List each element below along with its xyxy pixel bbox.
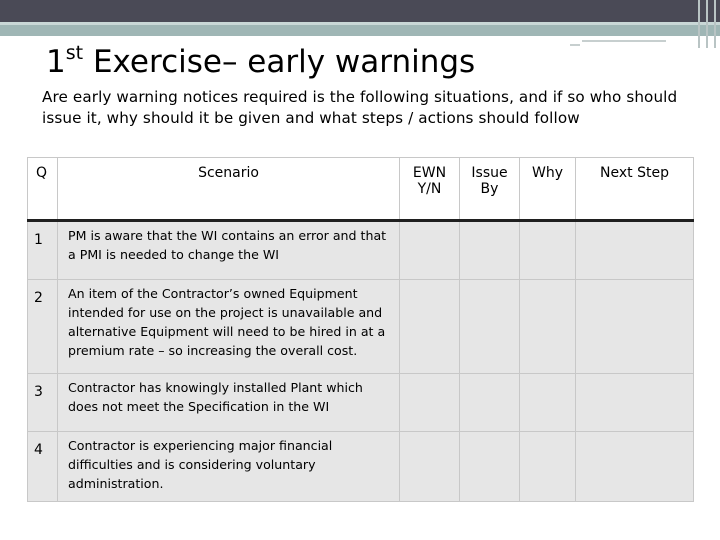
row-scenario: An item of the Contractor’s owned Equipment intended for use on the project is unavailable and alternative Equipment will need to be hired in at a premium rate – so increasing the overall cost. — [58, 280, 400, 374]
decorative-rule — [570, 44, 580, 46]
header-ewn-line2: Y/N — [417, 181, 442, 197]
row-scenario: Contractor is experiencing major financial difficulties and is considering voluntary administration. — [58, 432, 400, 502]
cell-issue-by[interactable] — [460, 374, 520, 432]
cell-why[interactable] — [520, 374, 576, 432]
cell-next-step[interactable] — [576, 280, 694, 374]
header-issue-by — [460, 158, 520, 221]
cell-ewn[interactable] — [400, 374, 460, 432]
top-banner — [0, 0, 720, 22]
row-number: 4 — [28, 432, 58, 502]
header-why: Why — [520, 158, 576, 221]
header-q: Q — [28, 158, 58, 221]
cell-issue-by[interactable] — [460, 432, 520, 502]
header-issue-line2: By — [480, 181, 499, 197]
title-superscript: st — [65, 42, 84, 64]
cell-next-step[interactable] — [576, 374, 694, 432]
slide-title — [46, 44, 475, 80]
cell-next-step[interactable] — [576, 221, 694, 280]
row-number: 3 — [28, 374, 58, 432]
title-text: Exercise– early warnings — [83, 44, 476, 80]
cell-why[interactable] — [520, 432, 576, 502]
table-row — [28, 432, 694, 502]
cell-why[interactable] — [520, 280, 576, 374]
top-accent-highlight — [0, 22, 720, 25]
header-scenario: Scenario — [58, 158, 400, 221]
slide-subtitle: Are early warning notices required is the following situations, and if so who should issue it, why should it be given and what steps / actions should follow — [42, 88, 678, 127]
row-number: 2 — [28, 280, 58, 374]
cell-issue-by[interactable] — [460, 280, 520, 374]
corner-decoration — [694, 0, 720, 48]
exercise-table — [27, 157, 694, 502]
decorative-rule — [582, 40, 666, 42]
table-row — [28, 280, 694, 374]
row-number: 1 — [28, 221, 58, 280]
row-scenario: PM is aware that the WI contains an error and that a PMI is needed to change the WI — [58, 221, 400, 280]
header-ewn — [400, 158, 460, 221]
table-header-row — [28, 158, 694, 221]
cell-issue-by[interactable] — [460, 221, 520, 280]
table-row — [28, 221, 694, 280]
header-issue-line1: Issue — [471, 165, 508, 181]
cell-ewn[interactable] — [400, 280, 460, 374]
cell-why[interactable] — [520, 221, 576, 280]
header-next-step: Next Step — [576, 158, 694, 221]
header-ewn-line1: EWN — [412, 165, 447, 181]
table-row — [28, 374, 694, 432]
title-number: 1 — [46, 44, 66, 80]
cell-next-step[interactable] — [576, 432, 694, 502]
row-scenario: Contractor has knowingly installed Plant which does not meet the Specification in the WI — [58, 374, 400, 432]
cell-ewn[interactable] — [400, 432, 460, 502]
cell-ewn[interactable] — [400, 221, 460, 280]
